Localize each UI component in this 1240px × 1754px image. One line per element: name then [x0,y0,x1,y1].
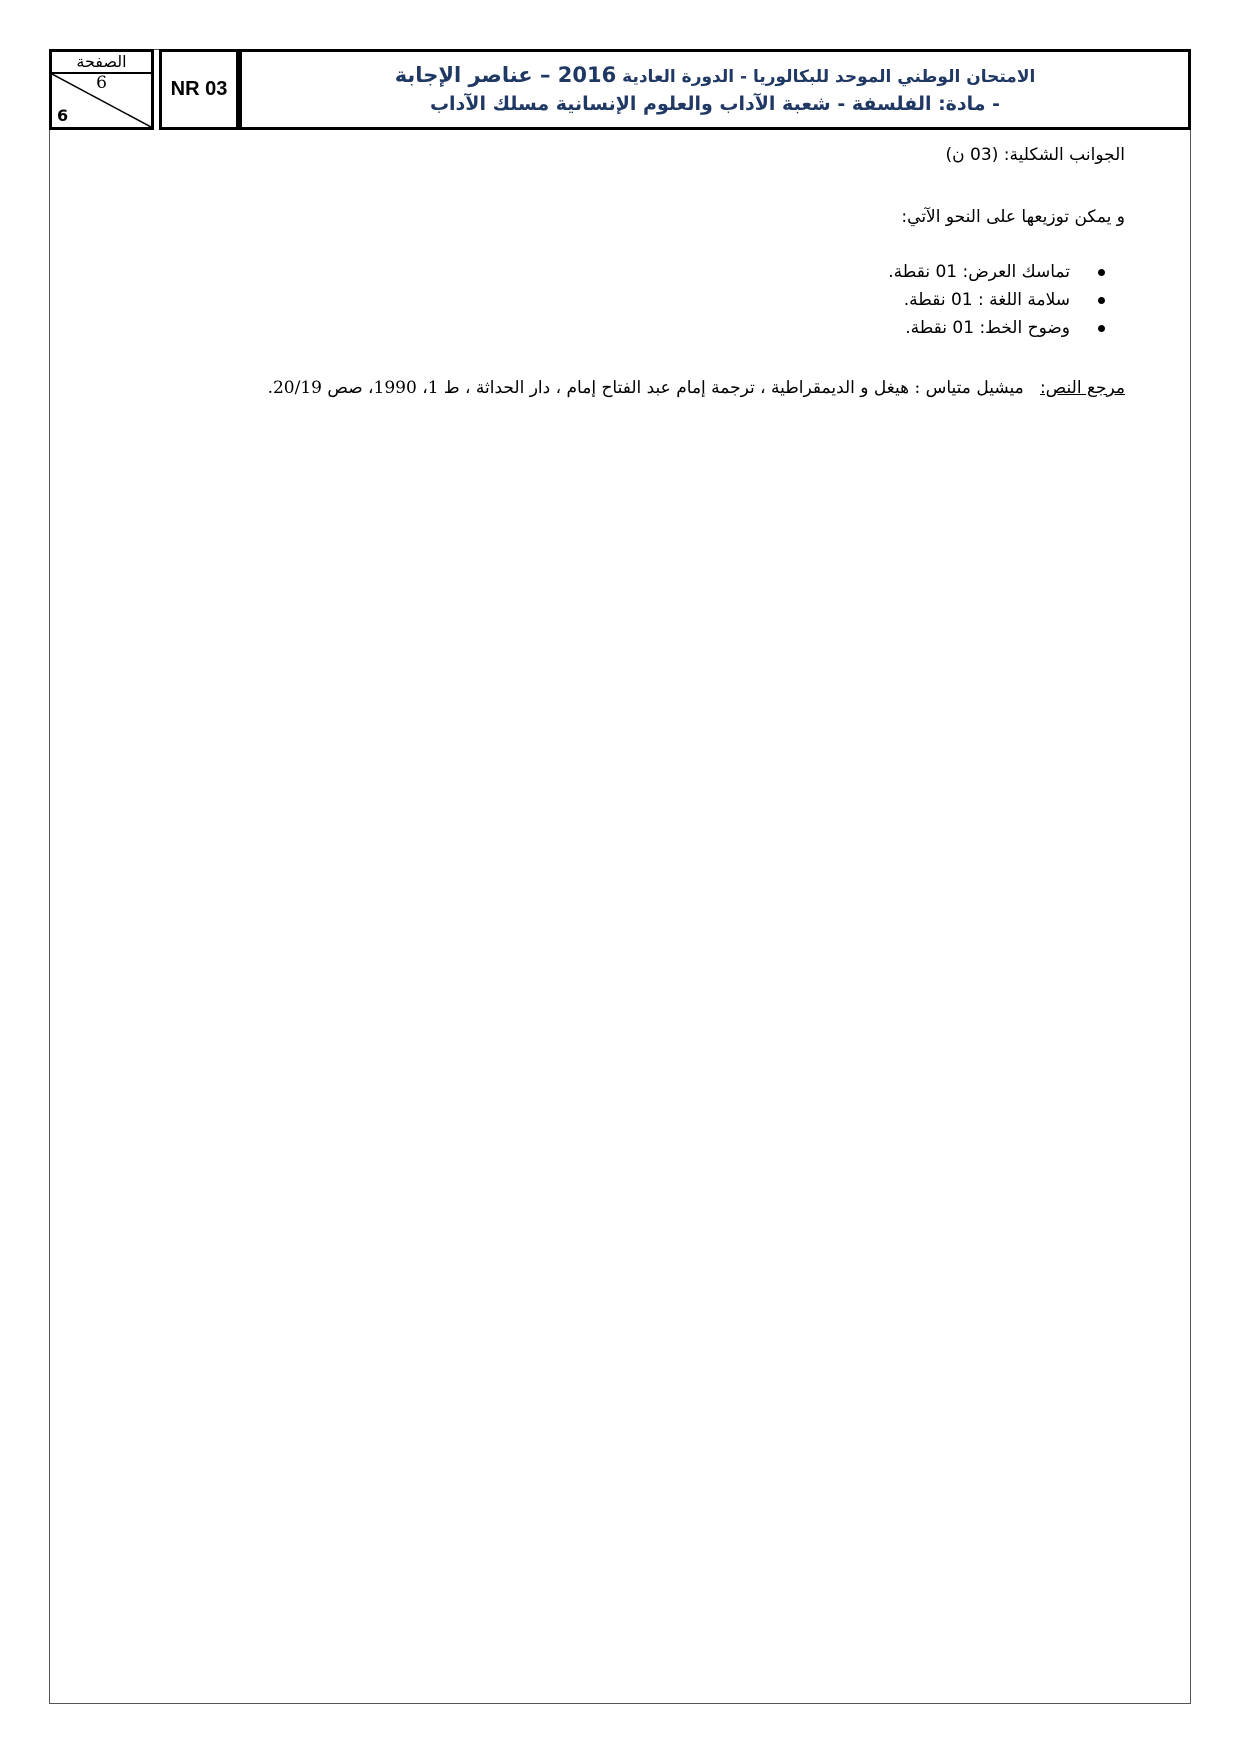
title-year: 2016 [557,62,617,87]
list-item [888,286,1105,314]
title-line-1-part-2: – عناصر الإجابة [394,62,558,87]
text-reference [268,378,1125,398]
list-item-text: تماسك العرض: 01 نقطة. [888,262,1070,282]
list-item-text: وضوح الخط: 01 نقطة. [905,318,1070,338]
distribution-intro: و يمكن توزيعها على النحو الآتي: [901,207,1125,227]
bullet-icon [1098,269,1105,276]
page-total: 6 [57,106,69,125]
bullet-icon [1098,325,1105,332]
reference-text: ميشيل متياس : هيغل و الديمقراطية ، ترجمة إمام عبد الفتاح إمام ، دار الحداثة ، ط 1، 1990، صص 20/19. [267,378,1024,398]
title-box [239,49,1191,130]
bullet-icon [1098,297,1105,304]
criteria-list [888,258,1105,342]
list-item [888,314,1105,342]
formal-aspects-heading: الجوانب الشكلية: (03 ن) [945,145,1125,165]
list-item-text: سلامة اللغة : 01 نقطة. [903,290,1070,310]
list-item [888,258,1105,286]
title-line-1-part-1: الامتحان الوطني الموحد للبكالوريا - الدورة العادية [616,66,1036,87]
page-header [49,49,1191,130]
page-label: الصفحة [76,52,127,71]
exam-code-box [159,49,239,130]
title-line-2: - مادة: الفلسفة - شعبة الآداب والعلوم الإنسانية مسلك الآداب [429,92,1001,115]
title-line-1 [395,62,1036,90]
page-current: 6 [96,73,107,93]
page-number-box [49,49,154,130]
exam-code: NR 03 [170,78,228,100]
reference-label: مرجع النص: [1039,378,1125,398]
